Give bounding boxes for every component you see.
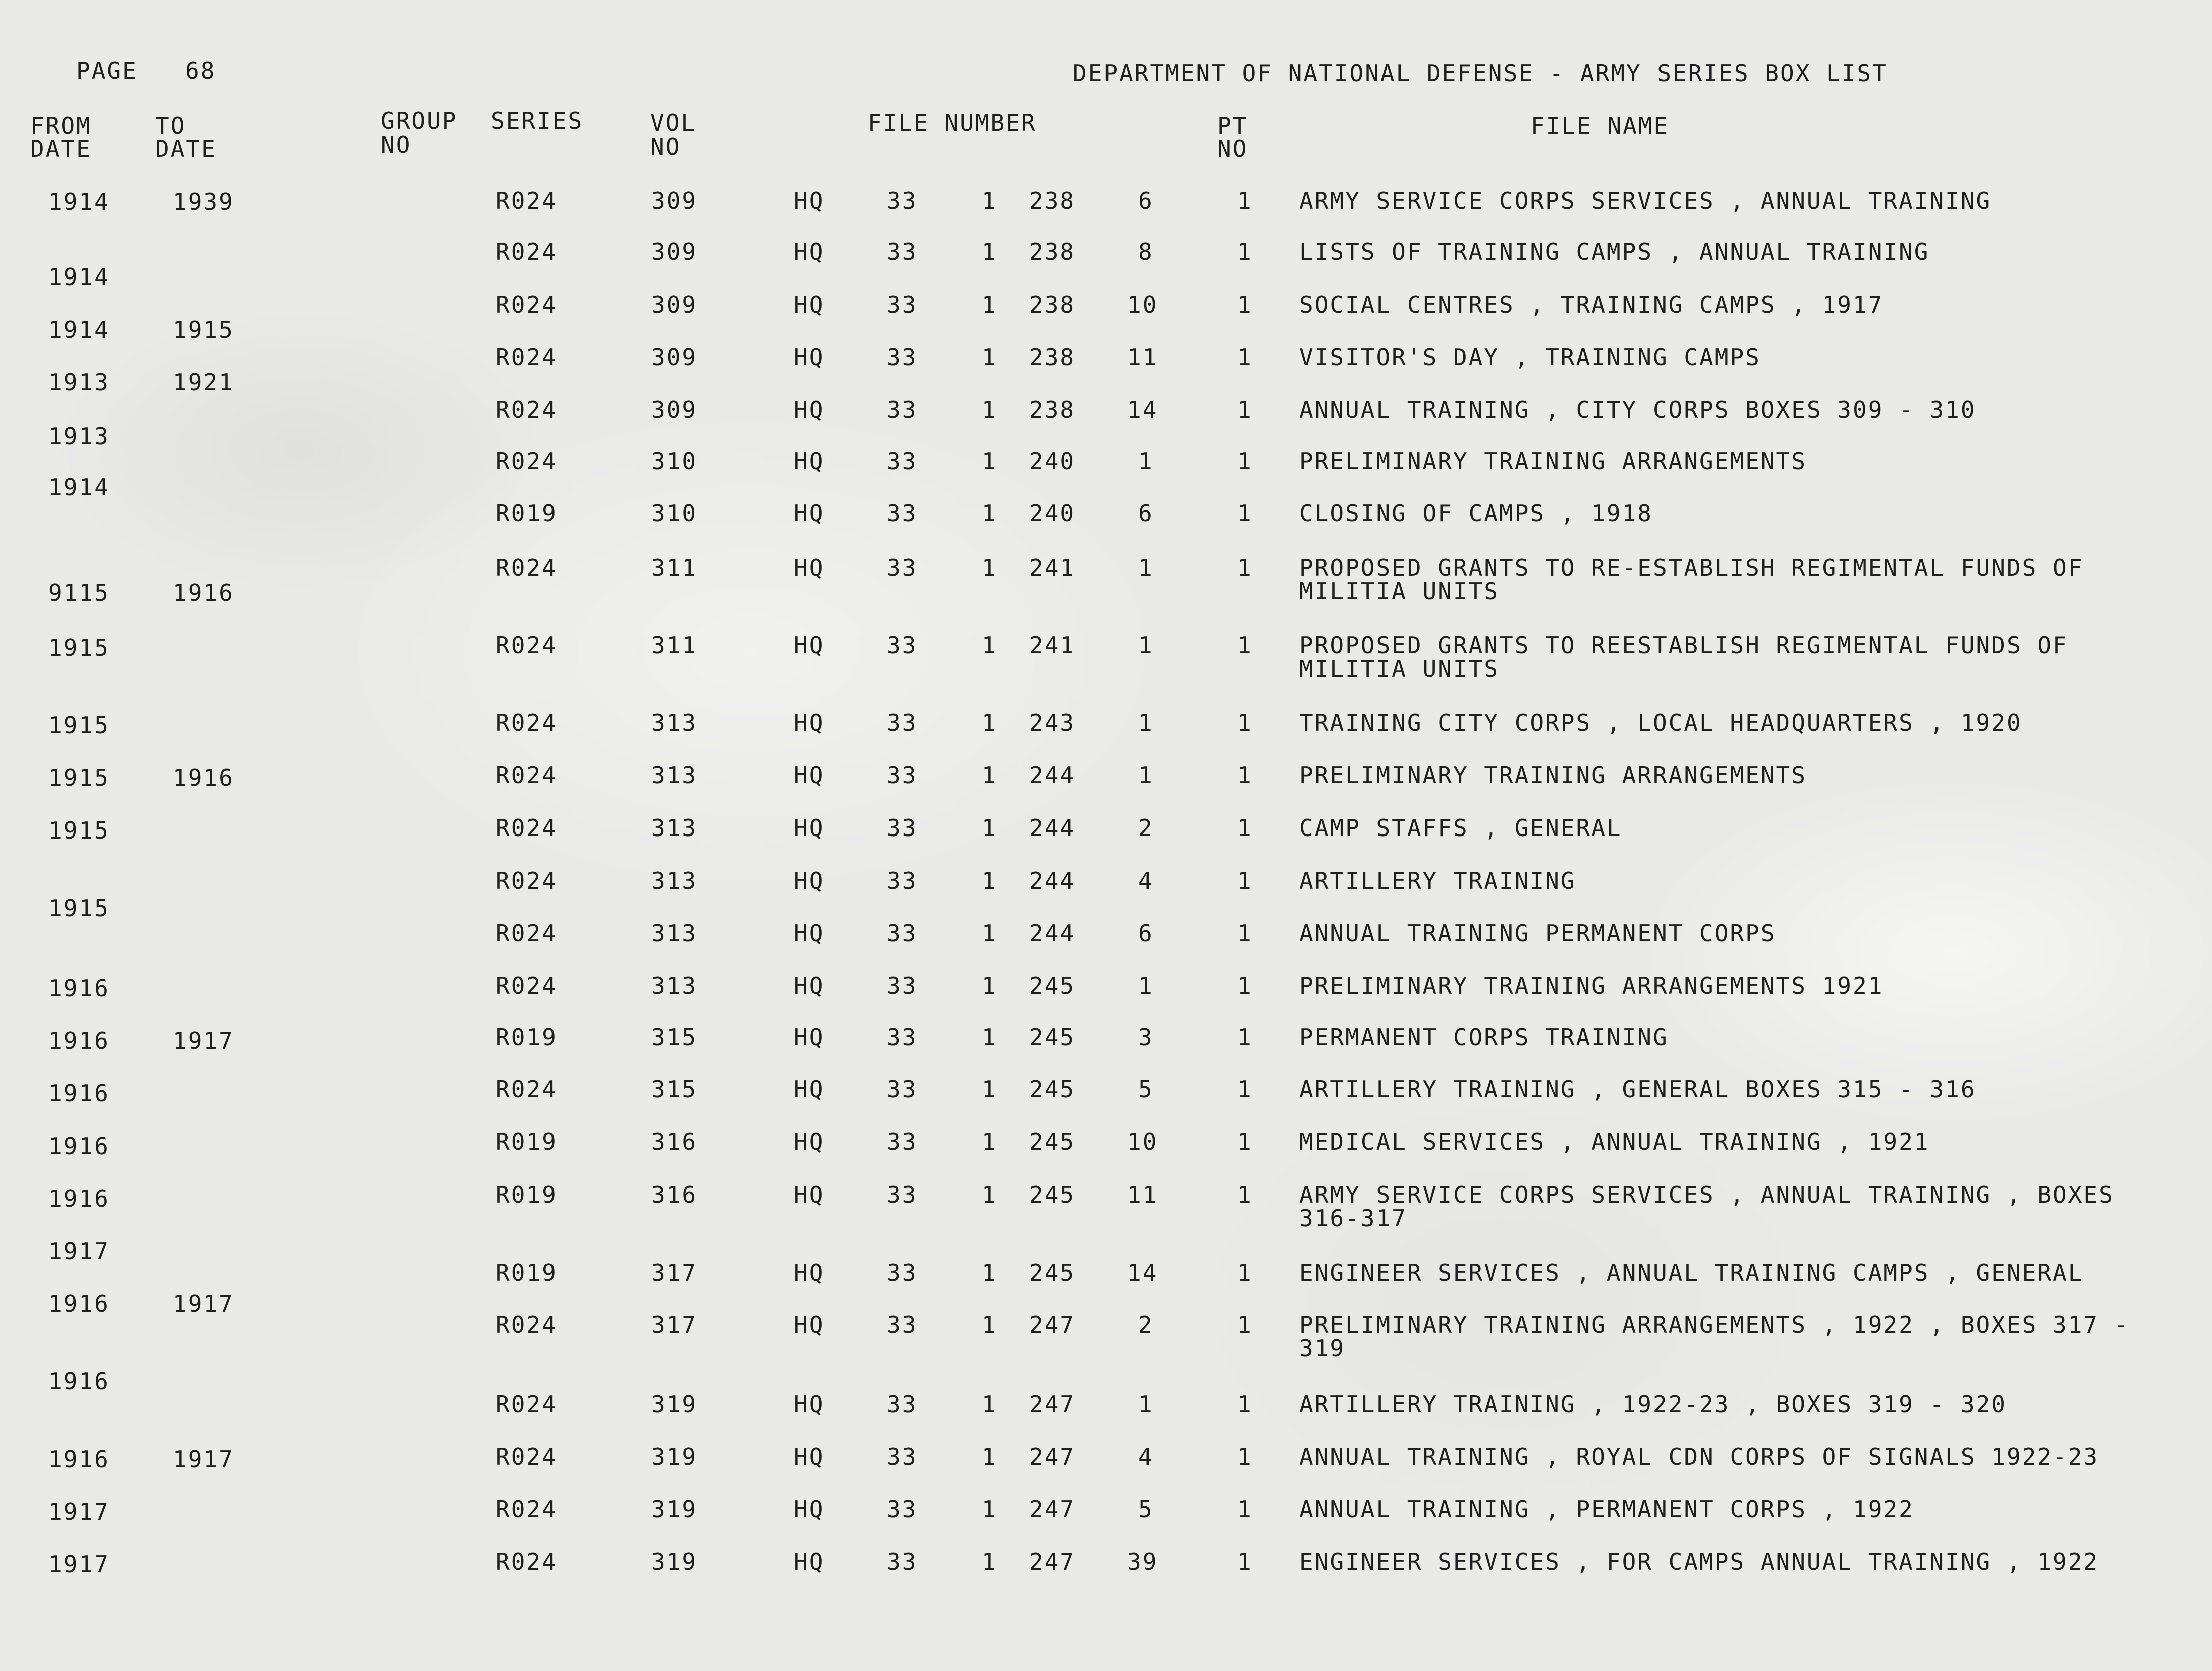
series-cell: R024: [496, 709, 558, 736]
from-date: 1915: [48, 817, 110, 844]
file-number-part2: 1: [982, 1443, 997, 1470]
file-name-cell: VISITOR'S DAY , TRAINING CAMPS: [1299, 344, 1761, 371]
pt-no-cell: 1: [1237, 1259, 1253, 1286]
vol-no-cell: 313: [651, 920, 698, 947]
from-date: 1915: [48, 895, 110, 922]
series-cell: R019: [496, 1259, 558, 1286]
file-number-part3: 247: [1029, 1496, 1076, 1523]
file-number-part4: 39: [1127, 1548, 1158, 1575]
series-cell: R024: [496, 396, 558, 423]
to-date: 1915: [173, 316, 234, 343]
to-date: 1916: [173, 764, 234, 791]
hq-cell: HQ: [794, 632, 825, 659]
pt-no-cell: 1: [1237, 814, 1253, 842]
file-number-part3: 245: [1029, 972, 1076, 999]
pt-no-cell: 1: [1237, 867, 1253, 894]
col-from-date-line2: DATE: [30, 135, 92, 162]
hq-cell: HQ: [794, 762, 825, 789]
file-name-cell: ARMY SERVICE CORPS SERVICES , ANNUAL TRAINING: [1299, 187, 1992, 214]
series-cell: R024: [496, 554, 558, 581]
hq-cell: HQ: [794, 867, 825, 894]
file-name-cell: PROPOSED GRANTS TO RE-ESTABLISH REGIMENTAL FUNDS OF MILITIA UNITS: [1299, 554, 2084, 605]
file-number-part3: 245: [1029, 1024, 1076, 1051]
file-number-part1: 33: [887, 762, 918, 789]
pt-no-cell: 1: [1237, 1390, 1253, 1418]
file-name-cell: LISTS OF TRAINING CAMPS , ANNUAL TRAINING: [1299, 238, 1930, 265]
hq-cell: HQ: [794, 972, 825, 999]
file-number-part3: 238: [1029, 187, 1076, 214]
file-name-cell: CLOSING OF CAMPS , 1918: [1299, 500, 1653, 527]
file-number-part4: 6: [1138, 500, 1154, 527]
from-date: 1916: [48, 1080, 110, 1107]
from-date: 1916: [48, 1133, 110, 1160]
file-number-part1: 33: [887, 632, 918, 659]
file-number-part4: 11: [1127, 344, 1158, 371]
file-number-part1: 33: [887, 1390, 918, 1418]
file-name-cell: ENGINEER SERVICES , FOR CAMPS ANNUAL TRAINING , 1922: [1299, 1548, 2099, 1575]
hq-cell: HQ: [794, 1548, 825, 1575]
file-number-part3: 240: [1029, 500, 1076, 527]
from-date: 1914: [48, 263, 110, 291]
vol-no-cell: 311: [651, 554, 698, 581]
vol-no-cell: 313: [651, 762, 698, 789]
vol-no-cell: 313: [651, 972, 698, 999]
file-number-part1: 33: [887, 187, 918, 214]
series-cell: R024: [496, 1496, 558, 1523]
file-number-part1: 33: [887, 291, 918, 318]
file-name-cell: SOCIAL CENTRES , TRAINING CAMPS , 1917: [1299, 291, 1884, 318]
series-cell: R024: [496, 920, 558, 947]
from-date: 1916: [48, 975, 110, 1002]
file-number-part3: 244: [1029, 867, 1076, 894]
vol-no-cell: 315: [651, 1024, 698, 1051]
file-number-part1: 33: [887, 396, 918, 423]
hq-cell: HQ: [794, 920, 825, 947]
pt-no-cell: 1: [1237, 500, 1253, 527]
file-number-part3: 247: [1029, 1548, 1076, 1575]
file-number-part3: 245: [1029, 1076, 1076, 1103]
file-number-part1: 33: [887, 1181, 918, 1208]
col-pt-no-line2: NO: [1217, 135, 1248, 162]
hq-cell: HQ: [794, 238, 825, 265]
file-number-part2: 1: [982, 1128, 997, 1155]
file-number-part1: 33: [887, 1259, 918, 1286]
pt-no-cell: 1: [1237, 1181, 1253, 1208]
file-number-part4: 2: [1138, 1311, 1154, 1338]
vol-no-cell: 309: [651, 238, 698, 265]
file-name-cell: ARMY SERVICE CORPS SERVICES , ANNUAL TRAINING , BOXES 316-317: [1299, 1181, 2114, 1232]
hq-cell: HQ: [794, 396, 825, 423]
file-number-part2: 1: [982, 238, 997, 265]
hq-cell: HQ: [794, 1311, 825, 1338]
file-number-part2: 1: [982, 291, 997, 318]
hq-cell: HQ: [794, 554, 825, 581]
from-date: 1916: [48, 1446, 110, 1473]
hq-cell: HQ: [794, 500, 825, 527]
file-number-part1: 33: [887, 867, 918, 894]
pt-no-cell: 1: [1237, 632, 1253, 659]
file-number-part1: 33: [887, 709, 918, 736]
series-cell: R019: [496, 1181, 558, 1208]
file-number-part4: 8: [1138, 238, 1154, 265]
file-number-part1: 33: [887, 1128, 918, 1155]
file-number-part1: 33: [887, 1496, 918, 1523]
file-number-part4: 6: [1138, 187, 1154, 214]
file-number-part3: 243: [1029, 709, 1076, 736]
file-number-part4: 10: [1127, 1128, 1158, 1155]
from-date: 1917: [48, 1551, 110, 1578]
file-number-part4: 1: [1138, 972, 1154, 999]
file-number-part3: 245: [1029, 1259, 1076, 1286]
file-number-part4: 1: [1138, 632, 1154, 659]
file-number-part2: 1: [982, 1390, 997, 1418]
file-number-part2: 1: [982, 814, 997, 842]
file-name-cell: PRELIMINARY TRAINING ARRANGEMENTS , 1922 , BOXES 317 - 319: [1299, 1311, 2130, 1362]
file-number-part1: 33: [887, 1076, 918, 1103]
file-number-part3: 244: [1029, 814, 1076, 842]
vol-no-cell: 310: [651, 448, 698, 475]
file-number-part2: 1: [982, 709, 997, 736]
from-date: 1914: [48, 188, 110, 215]
col-file-name: FILE NAME: [1531, 112, 1670, 139]
file-number-part3: 247: [1029, 1390, 1076, 1418]
hq-cell: HQ: [794, 1390, 825, 1418]
hq-cell: HQ: [794, 1181, 825, 1208]
file-number-part4: 1: [1138, 554, 1154, 581]
series-cell: R024: [496, 1548, 558, 1575]
file-name-cell: ANNUAL TRAINING , ROYAL CDN CORPS OF SIGNALS 1922-23: [1299, 1443, 2099, 1470]
from-date: 1917: [48, 1498, 110, 1525]
file-number-part2: 1: [982, 1311, 997, 1338]
col-group-no-line1: GROUP: [381, 107, 458, 134]
to-date: 1939: [173, 188, 234, 215]
file-number-part3: 238: [1029, 396, 1076, 423]
file-number-part1: 33: [887, 1548, 918, 1575]
file-number-part3: 247: [1029, 1443, 1076, 1470]
hq-cell: HQ: [794, 1076, 825, 1103]
col-vol-no-line1: VOL: [650, 109, 697, 136]
file-number-part3: 240: [1029, 448, 1076, 475]
file-number-part1: 33: [887, 500, 918, 527]
vol-no-cell: 319: [651, 1548, 698, 1575]
file-number-part3: 245: [1029, 1128, 1076, 1155]
to-date: 1917: [173, 1446, 234, 1473]
file-name-cell: PRELIMINARY TRAINING ARRANGEMENTS: [1299, 448, 1807, 475]
from-date: 1913: [48, 369, 110, 396]
pt-no-cell: 1: [1237, 291, 1253, 318]
file-number-part3: 244: [1029, 920, 1076, 947]
from-date: 1917: [48, 1238, 110, 1265]
pt-no-cell: 1: [1237, 1024, 1253, 1051]
file-number-part4: 5: [1138, 1496, 1154, 1523]
file-number-part2: 1: [982, 972, 997, 999]
file-number-part2: 1: [982, 396, 997, 423]
series-cell: R024: [496, 448, 558, 475]
pt-no-cell: 1: [1237, 972, 1253, 999]
pt-no-cell: 1: [1237, 920, 1253, 947]
file-number-part1: 33: [887, 1443, 918, 1470]
hq-cell: HQ: [794, 814, 825, 842]
file-number-part4: 2: [1138, 814, 1154, 842]
file-number-part2: 1: [982, 187, 997, 214]
from-date: 1916: [48, 1185, 110, 1212]
vol-no-cell: 316: [651, 1181, 698, 1208]
file-number-part2: 1: [982, 448, 997, 475]
file-number-part2: 1: [982, 1024, 997, 1051]
from-date: 1916: [48, 1290, 110, 1317]
file-number-part4: 3: [1138, 1024, 1154, 1051]
col-pt-no-line1: PT: [1217, 112, 1248, 139]
vol-no-cell: 311: [651, 632, 698, 659]
vol-no-cell: 317: [651, 1259, 698, 1286]
file-number-part2: 1: [982, 632, 997, 659]
from-date: 1916: [48, 1368, 110, 1395]
pt-no-cell: 1: [1237, 396, 1253, 423]
from-date: 1915: [48, 712, 110, 739]
file-number-part3: 241: [1029, 554, 1076, 581]
from-date: 1914: [48, 316, 110, 343]
file-name-cell: ANNUAL TRAINING PERMANENT CORPS: [1299, 920, 1776, 947]
file-name-cell: ARTILLERY TRAINING , GENERAL BOXES 315 - 316: [1299, 1076, 1976, 1103]
pt-no-cell: 1: [1237, 1548, 1253, 1575]
series-cell: R019: [496, 1024, 558, 1051]
file-number-part4: 5: [1138, 1076, 1154, 1103]
file-name-cell: ARTILLERY TRAINING: [1299, 867, 1576, 894]
hq-cell: HQ: [794, 448, 825, 475]
file-number-part1: 33: [887, 814, 918, 842]
file-number-part3: 238: [1029, 291, 1076, 318]
file-number-part3: 238: [1029, 344, 1076, 371]
file-name-cell: ARTILLERY TRAINING , 1922-23 , BOXES 319 - 320: [1299, 1390, 2007, 1418]
hq-cell: HQ: [794, 344, 825, 371]
hq-cell: HQ: [794, 709, 825, 736]
file-number-part1: 33: [887, 448, 918, 475]
col-file-number: FILE NUMBER: [868, 109, 1037, 136]
file-number-part4: 11: [1127, 1181, 1158, 1208]
pt-no-cell: 1: [1237, 187, 1253, 214]
hq-cell: HQ: [794, 187, 825, 214]
series-cell: R024: [496, 1443, 558, 1470]
file-name-cell: MEDICAL SERVICES , ANNUAL TRAINING , 1921: [1299, 1128, 1930, 1155]
vol-no-cell: 319: [651, 1443, 698, 1470]
hq-cell: HQ: [794, 1259, 825, 1286]
file-number-part1: 33: [887, 554, 918, 581]
series-cell: R024: [496, 1076, 558, 1103]
file-number-part1: 33: [887, 920, 918, 947]
vol-no-cell: 315: [651, 1076, 698, 1103]
file-number-part4: 1: [1138, 762, 1154, 789]
pt-no-cell: 1: [1237, 344, 1253, 371]
from-date: 1914: [48, 474, 110, 501]
to-date: 1921: [173, 369, 234, 396]
vol-no-cell: 313: [651, 867, 698, 894]
file-name-cell: ANNUAL TRAINING , CITY CORPS BOXES 309 - 310: [1299, 396, 1976, 423]
file-number-part4: 4: [1138, 867, 1154, 894]
col-vol-no-line2: NO: [650, 133, 681, 160]
vol-no-cell: 310: [651, 500, 698, 527]
vol-no-cell: 313: [651, 709, 698, 736]
file-number-part1: 33: [887, 972, 918, 999]
file-number-part2: 1: [982, 1496, 997, 1523]
series-cell: R024: [496, 867, 558, 894]
document-title: DEPARTMENT OF NATIONAL DEFENSE - ARMY SERIES BOX LIST: [1073, 60, 1888, 87]
col-to-date-line1: TO: [155, 112, 186, 139]
vol-no-cell: 313: [651, 814, 698, 842]
series-cell: R024: [496, 291, 558, 318]
pt-no-cell: 1: [1237, 238, 1253, 265]
file-number-part4: 1: [1138, 1390, 1154, 1418]
from-date: 1915: [48, 634, 110, 661]
vol-no-cell: 309: [651, 344, 698, 371]
file-number-part4: 10: [1127, 291, 1158, 318]
file-number-part3: 244: [1029, 762, 1076, 789]
series-cell: R019: [496, 1128, 558, 1155]
file-number-part4: 1: [1138, 448, 1154, 475]
col-group-no-line2: NO: [381, 131, 412, 158]
file-name-cell: PRELIMINARY TRAINING ARRANGEMENTS 1921: [1299, 972, 1884, 999]
file-number-part2: 1: [982, 1181, 997, 1208]
series-cell: R024: [496, 187, 558, 214]
file-number-part2: 1: [982, 554, 997, 581]
col-series: SERIES: [491, 107, 584, 134]
file-number-part3: 245: [1029, 1181, 1076, 1208]
pt-no-cell: 1: [1237, 554, 1253, 581]
file-number-part4: 14: [1127, 1259, 1158, 1286]
pt-no-cell: 1: [1237, 1076, 1253, 1103]
hq-cell: HQ: [794, 1496, 825, 1523]
page-number: 68: [185, 57, 216, 84]
file-number-part1: 33: [887, 238, 918, 265]
pt-no-cell: 1: [1237, 709, 1253, 736]
pt-no-cell: 1: [1237, 1443, 1253, 1470]
file-number-part1: 33: [887, 344, 918, 371]
series-cell: R024: [496, 814, 558, 842]
from-date: 1916: [48, 1027, 110, 1054]
to-date: 1916: [173, 579, 234, 606]
hq-cell: HQ: [794, 1443, 825, 1470]
series-cell: R024: [496, 238, 558, 265]
series-cell: R024: [496, 1390, 558, 1418]
series-cell: R019: [496, 500, 558, 527]
series-cell: R024: [496, 632, 558, 659]
to-date: 1917: [173, 1290, 234, 1317]
pt-no-cell: 1: [1237, 448, 1253, 475]
pt-no-cell: 1: [1237, 1128, 1253, 1155]
file-name-cell: ANNUAL TRAINING , PERMANENT CORPS , 1922: [1299, 1496, 1914, 1523]
file-number-part3: 247: [1029, 1311, 1076, 1338]
file-number-part4: 14: [1127, 396, 1158, 423]
series-cell: R024: [496, 762, 558, 789]
file-number-part4: 1: [1138, 709, 1154, 736]
file-number-part2: 1: [982, 344, 997, 371]
vol-no-cell: 309: [651, 291, 698, 318]
vol-no-cell: 317: [651, 1311, 698, 1338]
hq-cell: HQ: [794, 291, 825, 318]
file-name-cell: PERMANENT CORPS TRAINING: [1299, 1024, 1669, 1051]
file-number-part3: 241: [1029, 632, 1076, 659]
hq-cell: HQ: [794, 1024, 825, 1051]
col-from-date-line1: FROM: [30, 112, 92, 139]
from-date: 9115: [48, 579, 110, 606]
file-name-cell: CAMP STAFFS , GENERAL: [1299, 814, 1622, 842]
file-number-part2: 1: [982, 1259, 997, 1286]
pt-no-cell: 1: [1237, 1496, 1253, 1523]
file-number-part1: 33: [887, 1311, 918, 1338]
file-number-part2: 1: [982, 1076, 997, 1103]
series-cell: R024: [496, 972, 558, 999]
col-to-date-line2: DATE: [155, 135, 217, 162]
series-cell: R024: [496, 1311, 558, 1338]
file-name-cell: ENGINEER SERVICES , ANNUAL TRAINING CAMPS , GENERAL: [1299, 1259, 2084, 1286]
pt-no-cell: 1: [1237, 1311, 1253, 1338]
file-number-part2: 1: [982, 867, 997, 894]
file-number-part4: 4: [1138, 1443, 1154, 1470]
hq-cell: HQ: [794, 1128, 825, 1155]
from-date: 1915: [48, 764, 110, 791]
file-number-part2: 1: [982, 762, 997, 789]
file-number-part1: 33: [887, 1024, 918, 1051]
file-name-cell: PROPOSED GRANTS TO REESTABLISH REGIMENTAL FUNDS OF MILITIA UNITS: [1299, 632, 2068, 682]
to-date: 1917: [173, 1027, 234, 1054]
file-number-part2: 1: [982, 920, 997, 947]
page-label: PAGE: [76, 57, 138, 84]
file-number-part3: 238: [1029, 238, 1076, 265]
vol-no-cell: 316: [651, 1128, 698, 1155]
file-name-cell: PRELIMINARY TRAINING ARRANGEMENTS: [1299, 762, 1807, 789]
from-date: 1913: [48, 423, 110, 450]
vol-no-cell: 309: [651, 187, 698, 214]
file-number-part2: 1: [982, 500, 997, 527]
file-number-part4: 6: [1138, 920, 1154, 947]
vol-no-cell: 319: [651, 1390, 698, 1418]
file-name-cell: TRAINING CITY CORPS , LOCAL HEADQUARTERS , 1920: [1299, 709, 2022, 736]
file-number-part2: 1: [982, 1548, 997, 1575]
vol-no-cell: 309: [651, 396, 698, 423]
pt-no-cell: 1: [1237, 762, 1253, 789]
vol-no-cell: 319: [651, 1496, 698, 1523]
series-cell: R024: [496, 344, 558, 371]
